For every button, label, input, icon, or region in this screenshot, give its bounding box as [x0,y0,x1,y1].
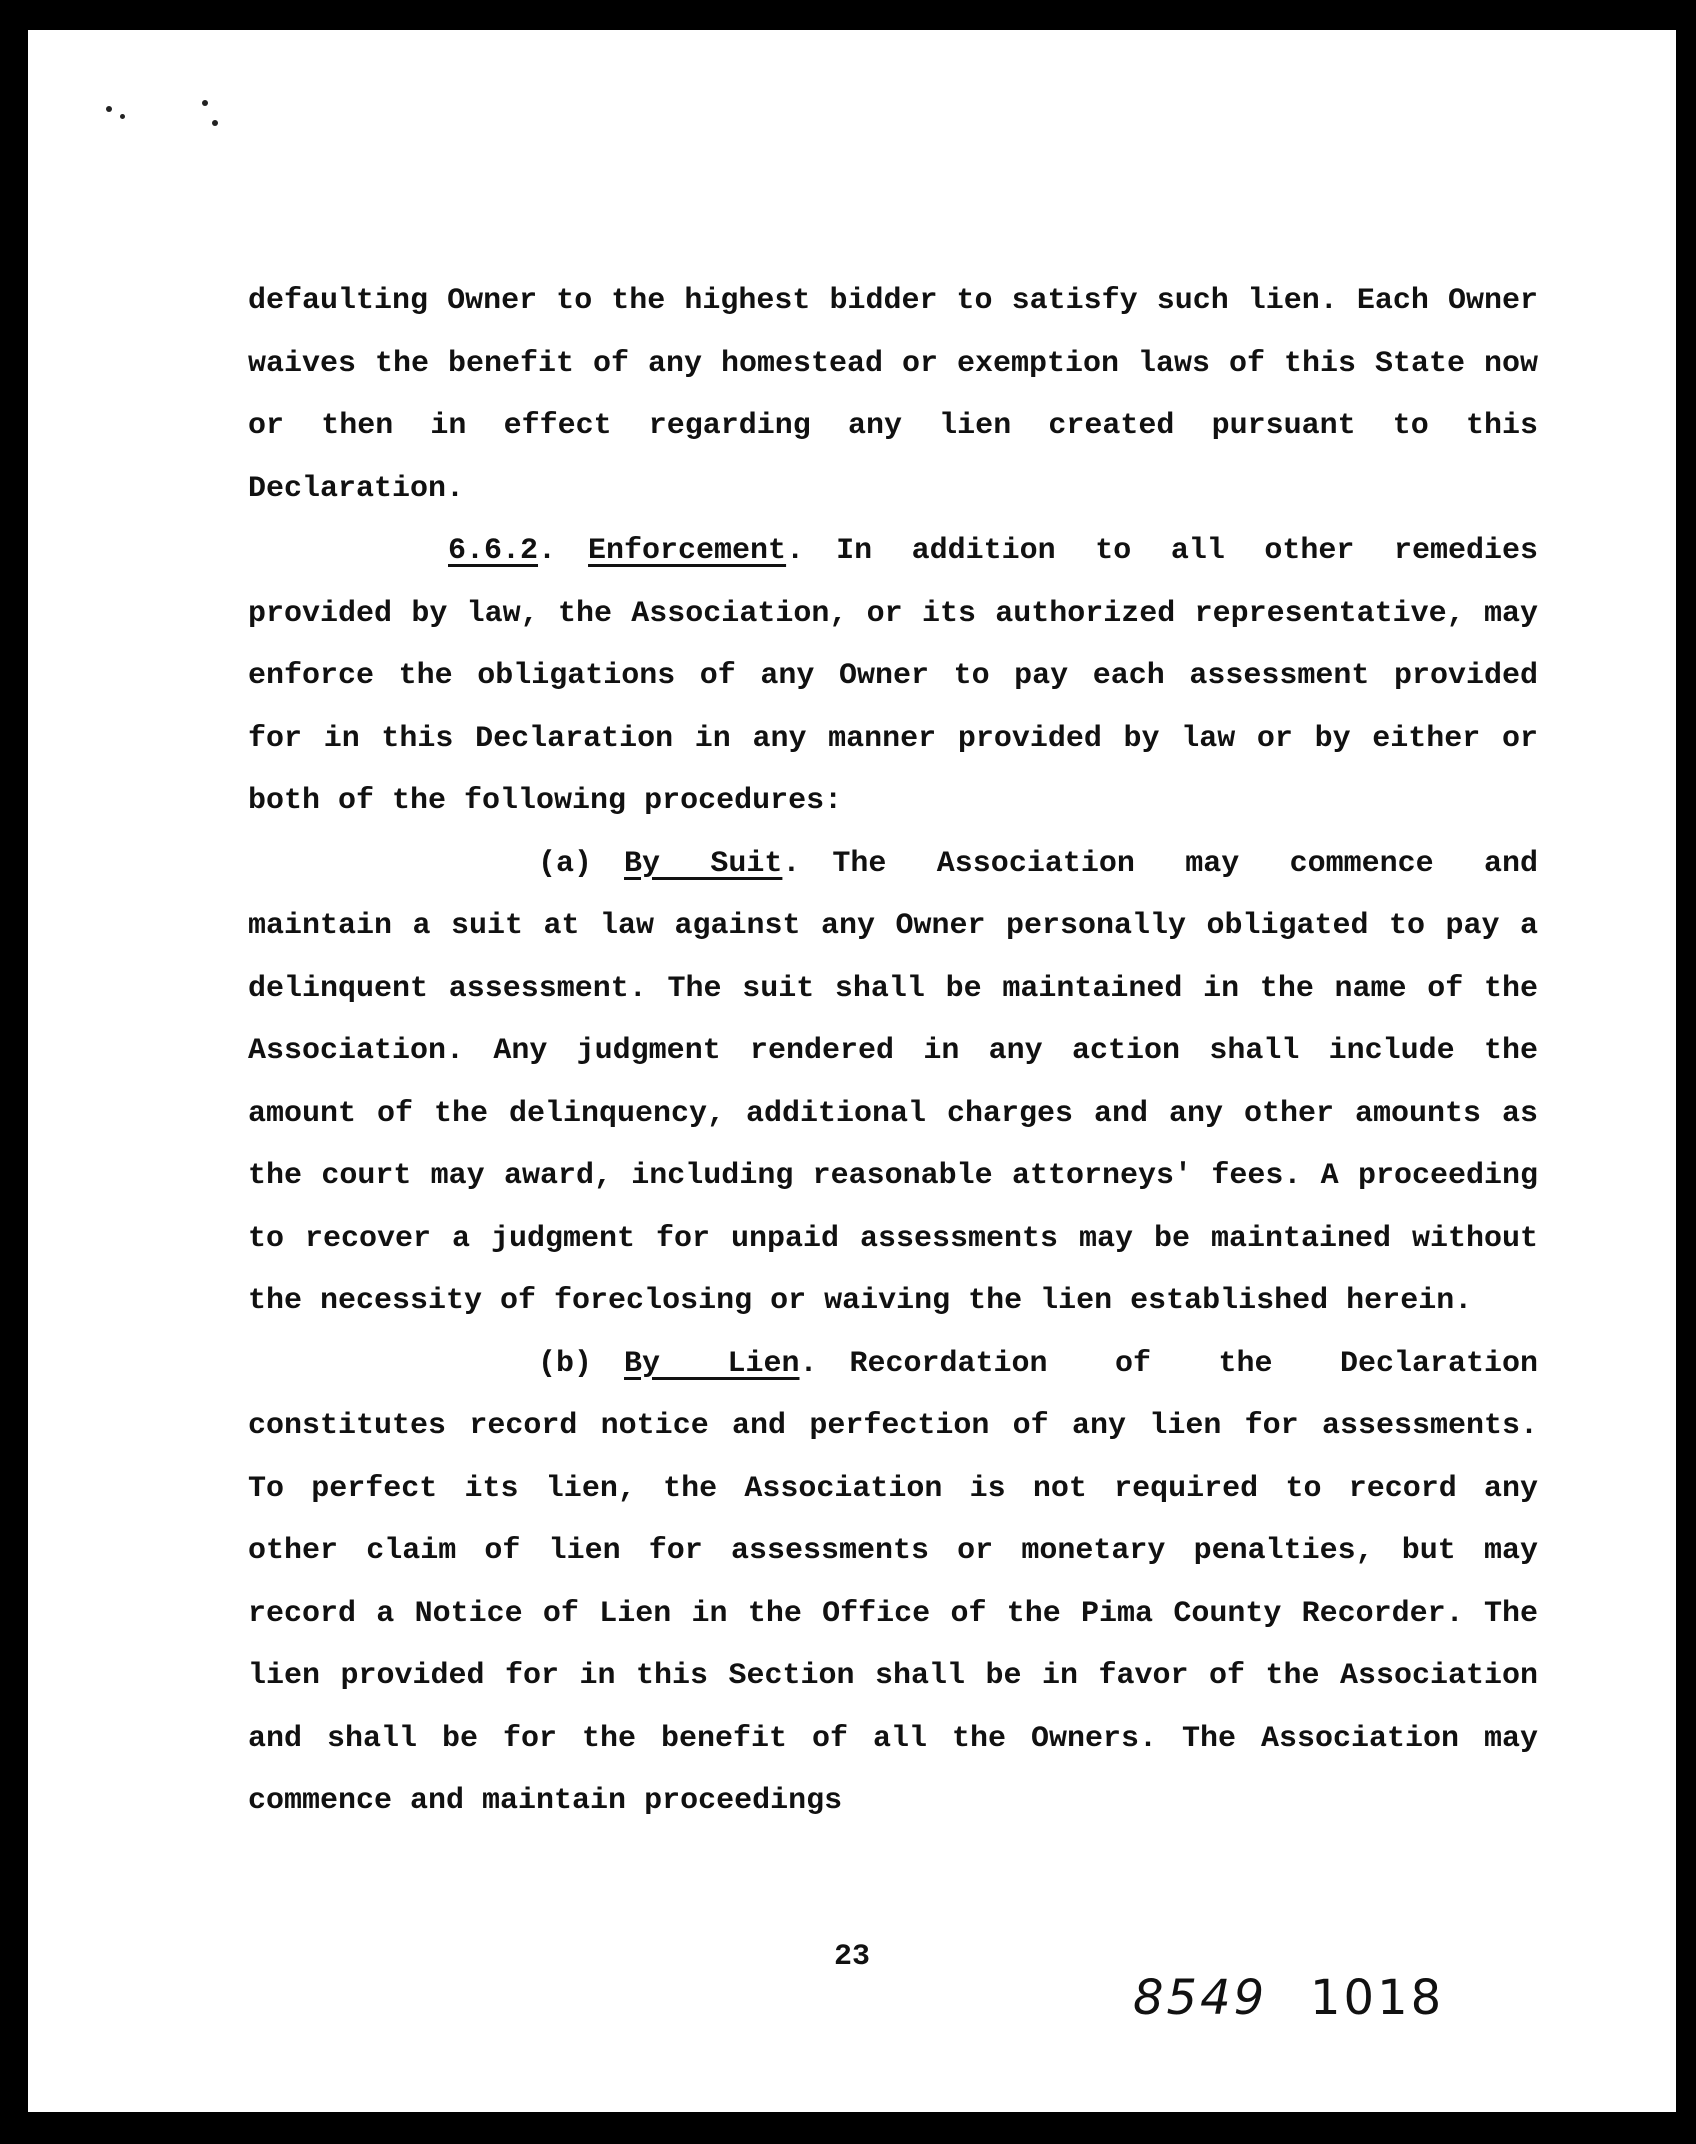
paragraph-1: defaulting Owner to the highest bidder to satisfy such lien. Each Owner waives the benefit of any homestead or exemption laws of this State now or then in effect regarding any lien created pursuant to this Declaration. [248,284,1538,506]
recording-stamp-page: 1018 [1310,1970,1445,2026]
item-a-marker: (a) [538,846,593,881]
item-b-marker: (b) [538,1346,593,1381]
scan-speck [212,120,218,126]
section-heading: Enforcement [588,534,787,568]
scan-speck [106,106,112,112]
section-6-6-2: 6.6.2. Enforcement. In addition to all other remedies provided by law, the Association, or its authorized representative, may enforce the obligations of any Owner to pay each assessment provided for in this Declaration in any manner provided by law or by either or both of the following procedures: [248,534,1538,818]
scan-speck [120,114,125,119]
item-a: (a) By Suit. The Association may commence and maintain a suit at law against any Owner personally obligated to pay a delinquent assessment. The suit shall be maintained in the name of the Association. Any judgment rendered in any action shall include the amount of the delinquency, additional charges and any other amounts as the court may award, including reasonable attorneys' fees. A proceeding to recover a judgment for unpaid assessments may be maintained without the necessity of foreclosing or waiving the lien established herein. [248,846,1538,1318]
item-a-text: The Association may commence and maintain a suit at law against any Owner personally obligated to pay a delinquent assessment. The suit shall be maintained in the name of the Association. Any judgment rendered in any action shall include the amount of the delinquency, additional charges and any other amounts as the court may award, including reasonable attorneys' fees. A proceeding to recover a judgment for unpaid assessments may be maintained without the necessity of foreclosing or waiving the lien established herein. [248,846,1538,1318]
document-body [248,270,1538,1833]
item-b-text: Recordation of the Declaration constitutes record notice and perfection of any lien for assessments. To perfect its lien, the Association is not required to record any other claim of lien for assessments or monetary penalties, but may record a Notice of Lien in the Office of the Pima County Recorder. The lien provided for in this Section shall be in favor of the Association and shall be for the benefit of all the Owners. The Association may commence and maintain proceedings [248,1346,1538,1818]
item-b-heading: By Lien [624,1346,800,1381]
section-number: 6.6.2 [448,534,539,568]
scan-speck [202,100,208,106]
document-page [28,30,1676,2112]
recording-stamp-book: 8549 [1133,1970,1268,2026]
section-text: In addition to all other remedies provided by law, the Association, or its authorized representative, may enforce the obligations of any Owner to pay each assessment provided for in this Declaration in any manner provided by law or by either or both of the following procedures: [248,534,1538,818]
item-a-heading: By Suit [624,846,783,881]
item-b: (b) By Lien. Recordation of the Declaration constitutes record notice and perfection of any lien for assessments. To perfect its lien, the Association is not required to record any other claim of lien for assessments or monetary penalties, but may record a Notice of Lien in the Office of the Pima County Recorder. The lien provided for in this Section shall be in favor of the Association and shall be for the benefit of all the Owners. The Association may commence and maintain proceedings [248,1346,1538,1818]
page-number: 23 [833,1940,870,1974]
